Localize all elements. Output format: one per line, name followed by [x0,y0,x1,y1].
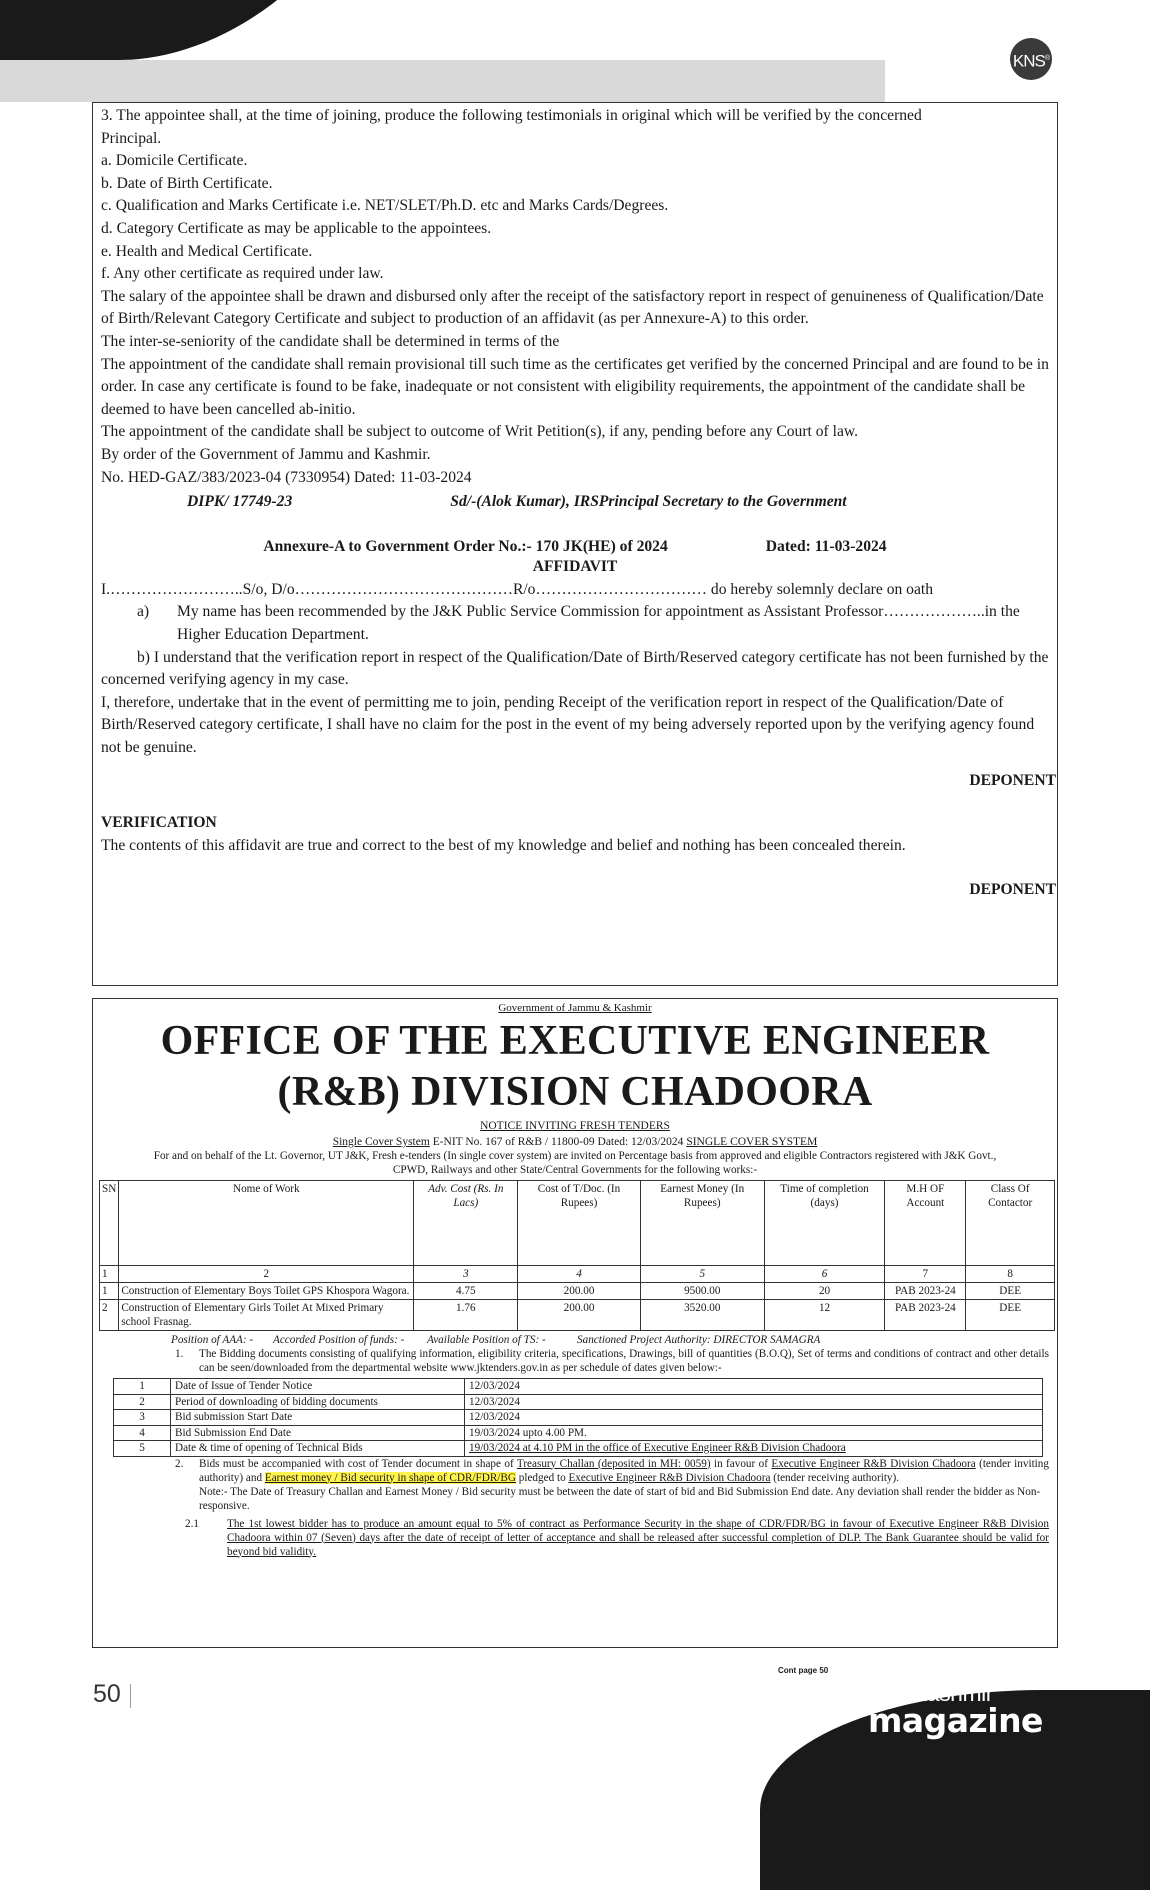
table-header: SN [100,1181,119,1266]
schedule-cell: 1 [114,1379,171,1395]
table-cell: 1 [100,1283,119,1300]
government-header: Government of Jammu & Kashmir [498,1002,652,1014]
order-text [101,105,1049,489]
magazine-logo: The Kashmir magazine [868,1680,1043,1740]
affidavit-undertaking: I, therefore, undertake that in the event of permitting me to join, pending Receipt of the verification report in respect of the Qualification/Date of Birth/Reserved category certificate, I shall have no claim for the post in the event of my being adversely reported upon by the verifying agency found not be genuine. [101,693,1035,757]
kns-logo: KNS® [1010,38,1052,80]
table-header: Earnest Money (In Rupees) [640,1181,764,1266]
column-number: 3 [414,1266,518,1283]
column-number: 8 [966,1266,1055,1283]
affidavit-title: AFFIDAVIT [532,558,618,576]
column-number-row [100,1266,1055,1283]
table-cell: Construction of Elementary Girls Toilet At Mixed Primary school Frasnag. [119,1300,414,1331]
order-line: The inter-se-seniority of the candidate shall be determined in terms of the [101,332,560,350]
signature-row [101,491,1049,514]
order-line: The appointment of the candidate shall remain provisional till such time as the certificates get verified by the concerned Principal and are found to be in order. In case any certificate is found to be fake, inadequate or not consistent with eligibility requirements, the appointment of the candidate shall be deemed to have been cancelled ab-initio. [101,355,1049,418]
schedule-cell: Date & time of opening of Technical Bids [171,1441,465,1457]
annexure-date: Dated: 11-03-2024 [765,537,887,555]
table-cell: 200.00 [518,1300,641,1331]
order-line: b. Date of Birth Certificate. [101,174,273,192]
order-line: d. Category Certificate as may be applicable to the appointees. [101,219,492,237]
schedule-cell: 5 [114,1441,171,1457]
deponent-label: DEPONENT [969,771,1056,789]
table-header: Class Of Contactor [966,1181,1055,1266]
deponent-label-2: DEPONENT [969,881,1056,899]
order-line: Principal. [101,129,162,147]
schedule-row [114,1441,1043,1457]
order-line: By order of the Government of Jammu and Kashmir. [101,445,431,463]
table-header: Adv. Cost (Rs. In Lacs) [414,1181,518,1266]
table-cell: Construction of Elementary Boys Toilet GPS Khospora Wagora. [119,1283,414,1300]
schedule-row [114,1394,1043,1410]
government-order-box [92,102,1058,986]
order-line: f. Any other certificate as required under law. [101,265,384,283]
table-cell: 20 [764,1283,885,1300]
office-title-line1: OFFICE OF THE EXECUTIVE ENGINEER [160,1018,990,1064]
schedule-cell: 19/03/2024 at 4.10 PM in the office of Executive Engineer R&B Division Chadoora [465,1441,1043,1457]
schedule-table [113,1378,1043,1457]
table-cell: 1.76 [414,1300,518,1331]
order-line: The appointment of the candidate shall be subject to outcome of Writ Petition(s), if any, pending before any Court of law. [101,423,859,441]
affidavit-item-b: b) I understand that the verification report in respect of the Qualification/Date of Birth/Reserved category certificate has not been furnished by the concerned verifying agency in my case. [101,648,1049,689]
schedule-cell: Period of downloading of bidding documents [171,1394,465,1410]
column-number: 5 [640,1266,764,1283]
schedule-cell: Bid Submission End Date [171,1425,465,1441]
table-header: Time of completion (days) [764,1181,885,1266]
column-number: 2 [119,1266,414,1283]
verification-text: The contents of this affidavit are true and correct to the best of my knowledge and belief and nothing has been concealed therein. [101,836,906,854]
table-header: Cost of T/Doc. (In Rupees) [518,1181,641,1266]
order-line: No. HED-GAZ/383/2023-04 (7330954) Dated: 11-03-2024 [101,468,472,486]
schedule-cell: 2 [114,1394,171,1410]
schedule-cell: 4 [114,1425,171,1441]
dipk-number: DIPK/ 17749-23 [187,493,293,511]
table-header: M.H OF Account [885,1181,966,1266]
notice-title: NOTICE INVITING FRESH TENDERS [480,1120,670,1132]
table-cell: 200.00 [518,1283,641,1300]
annexure-heading [101,536,1049,559]
page-number: 50 [93,1680,121,1708]
order-line: 3. The appointee shall, at the time of joining, produce the following testimonials in original which will be verified by the concerned [101,107,922,124]
annexure-title: Annexure-A to Government Order No.:- 170 JK(HE) of 2024 [263,537,668,555]
paragraph-1: 1. The Bidding documents consisting of qualifying information, eligibility criteria, specifications, Drawings, bill of quantities (B.O.Q), Set of terms and conditions of contract and other details can be seen/downloaded from the departmental website www.jktenders.gov.in as per schedule of dates given below:- [175,1348,1049,1374]
paragraph-2-1: 2.1 The 1st lowest bidder has to produce an amount equal to 5% of contract as Performance Security in the shape of CDR/FDR/BG in favour of Executive Engineer R&B Division Chadoora within 07 (Seven) days after the date of receipt of letter of acceptance and shall be released after successful completion of DLP. The Bank Guarantee should be valid for beyond bid validity. [185,1517,1049,1558]
table-row [100,1283,1055,1300]
schedule-cell: 3 [114,1410,171,1426]
office-title-line2: (R&B) DIVISION CHADOORA [277,1069,873,1115]
affidavit-declaration: I.……………………..S/o, D/o……………………………………R/o…………………………… do hereby solemnly declare on oath [101,580,934,598]
schedule-cell: 12/03/2024 [465,1394,1043,1410]
column-number: 4 [518,1266,641,1283]
nit-line: Single Cover System E-NIT No. 167 of R&B / 11800-09 Dated: 12/03/2024 SINGLE COVER SYSTEM [332,1136,818,1148]
table-header: Nome of Work [119,1181,414,1266]
highlighted-text: Earnest money / Bid security in shape of CDR/FDR/BG [264,1471,516,1484]
schedule-cell: Date of Issue of Tender Notice [171,1379,465,1395]
order-line: e. Health and Medical Certificate. [101,242,313,260]
schedule-cell: 12/03/2024 [465,1410,1043,1426]
affidavit-item-a: a) My name has been recommended by the J&K Public Service Commission for appointment as Assistant Professor………………..in the Higher Education Department. [137,603,1020,644]
schedule-cell: 19/03/2024 upto 4.00 PM. [465,1425,1043,1441]
table-cell: 3520.00 [640,1300,764,1331]
table-row [100,1300,1055,1331]
works-table [99,1180,1055,1331]
schedule-cell: 12/03/2024 [465,1379,1043,1395]
invitation-text: For and on behalf of the Lt. Governor, UT J&K, Fresh e-tenders (In single cover system) are invited on Percentage basis from approved and eligible Contractors registered with J&K Govt., CPWD, Railways and other State/Central Governments for the following works:- [153,1150,997,1176]
paragraph-2: 2. Bids must be accompanied with cost of Tender document in shape of Treasury Challan (deposited in MH: 0059) in favour of Executive Engineer R&B Division Chadoora (tender inviting authority) and Earnest money / Bid security in shape of CDR/FDR/BG pledged to Executive Engineer R&B Division Chadoora (tender receiving authority). [175,1457,1049,1484]
note-text: Note:- The Date of Treasury Challan and Earnest Money / Bid security must be between the date of start of bid and Bid Submission End date. Any deviation shall render the bidder as Non-responsive. [199,1485,1041,1512]
table-cell: DEE [966,1300,1055,1331]
signature: Sd/-(Alok Kumar), IRSPrincipal Secretary to the Government [450,493,847,511]
order-line: The salary of the appointee shall be drawn and disbursed only after the receipt of the satisfactory report in respect of genuineness of Qualification/Date of Birth/Relevant Category Certificate and subject to production of an affidavit (as per Annexure-A) to this order. [101,287,1044,328]
header-decoration [0,0,371,60]
continued-page-label: Cont page 50 [778,1666,829,1675]
schedule-row [114,1425,1043,1441]
header-bar [0,60,885,102]
schedule-row [114,1379,1043,1395]
table-cell: 2 [100,1300,119,1331]
schedule-row [114,1410,1043,1426]
table-cell: DEE [966,1283,1055,1300]
table-cell: PAB 2023-24 [885,1283,966,1300]
table-cell: 9500.00 [640,1283,764,1300]
order-line: c. Qualification and Marks Certificate i.e. NET/SLET/Ph.D. etc and Marks Cards/Degrees. [101,197,669,215]
table-cell: 12 [764,1300,885,1331]
order-line: a. Domicile Certificate. [101,152,248,170]
column-number: 6 [764,1266,885,1283]
schedule-cell: Bid submission Start Date [171,1410,465,1426]
column-number: 1 [100,1266,119,1283]
page-number-divider [130,1684,131,1708]
position-row: Position of AAA: - Accorded Position of funds: - Available Position of TS: - Sanctioned Project Authority: DIRECTOR SAMAGRA [171,1334,821,1346]
tender-notice-box [92,998,1058,1648]
table-cell: PAB 2023-24 [885,1300,966,1331]
column-number: 7 [885,1266,966,1283]
table-cell: 4.75 [414,1283,518,1300]
verification-title: VERIFICATION [101,814,217,832]
